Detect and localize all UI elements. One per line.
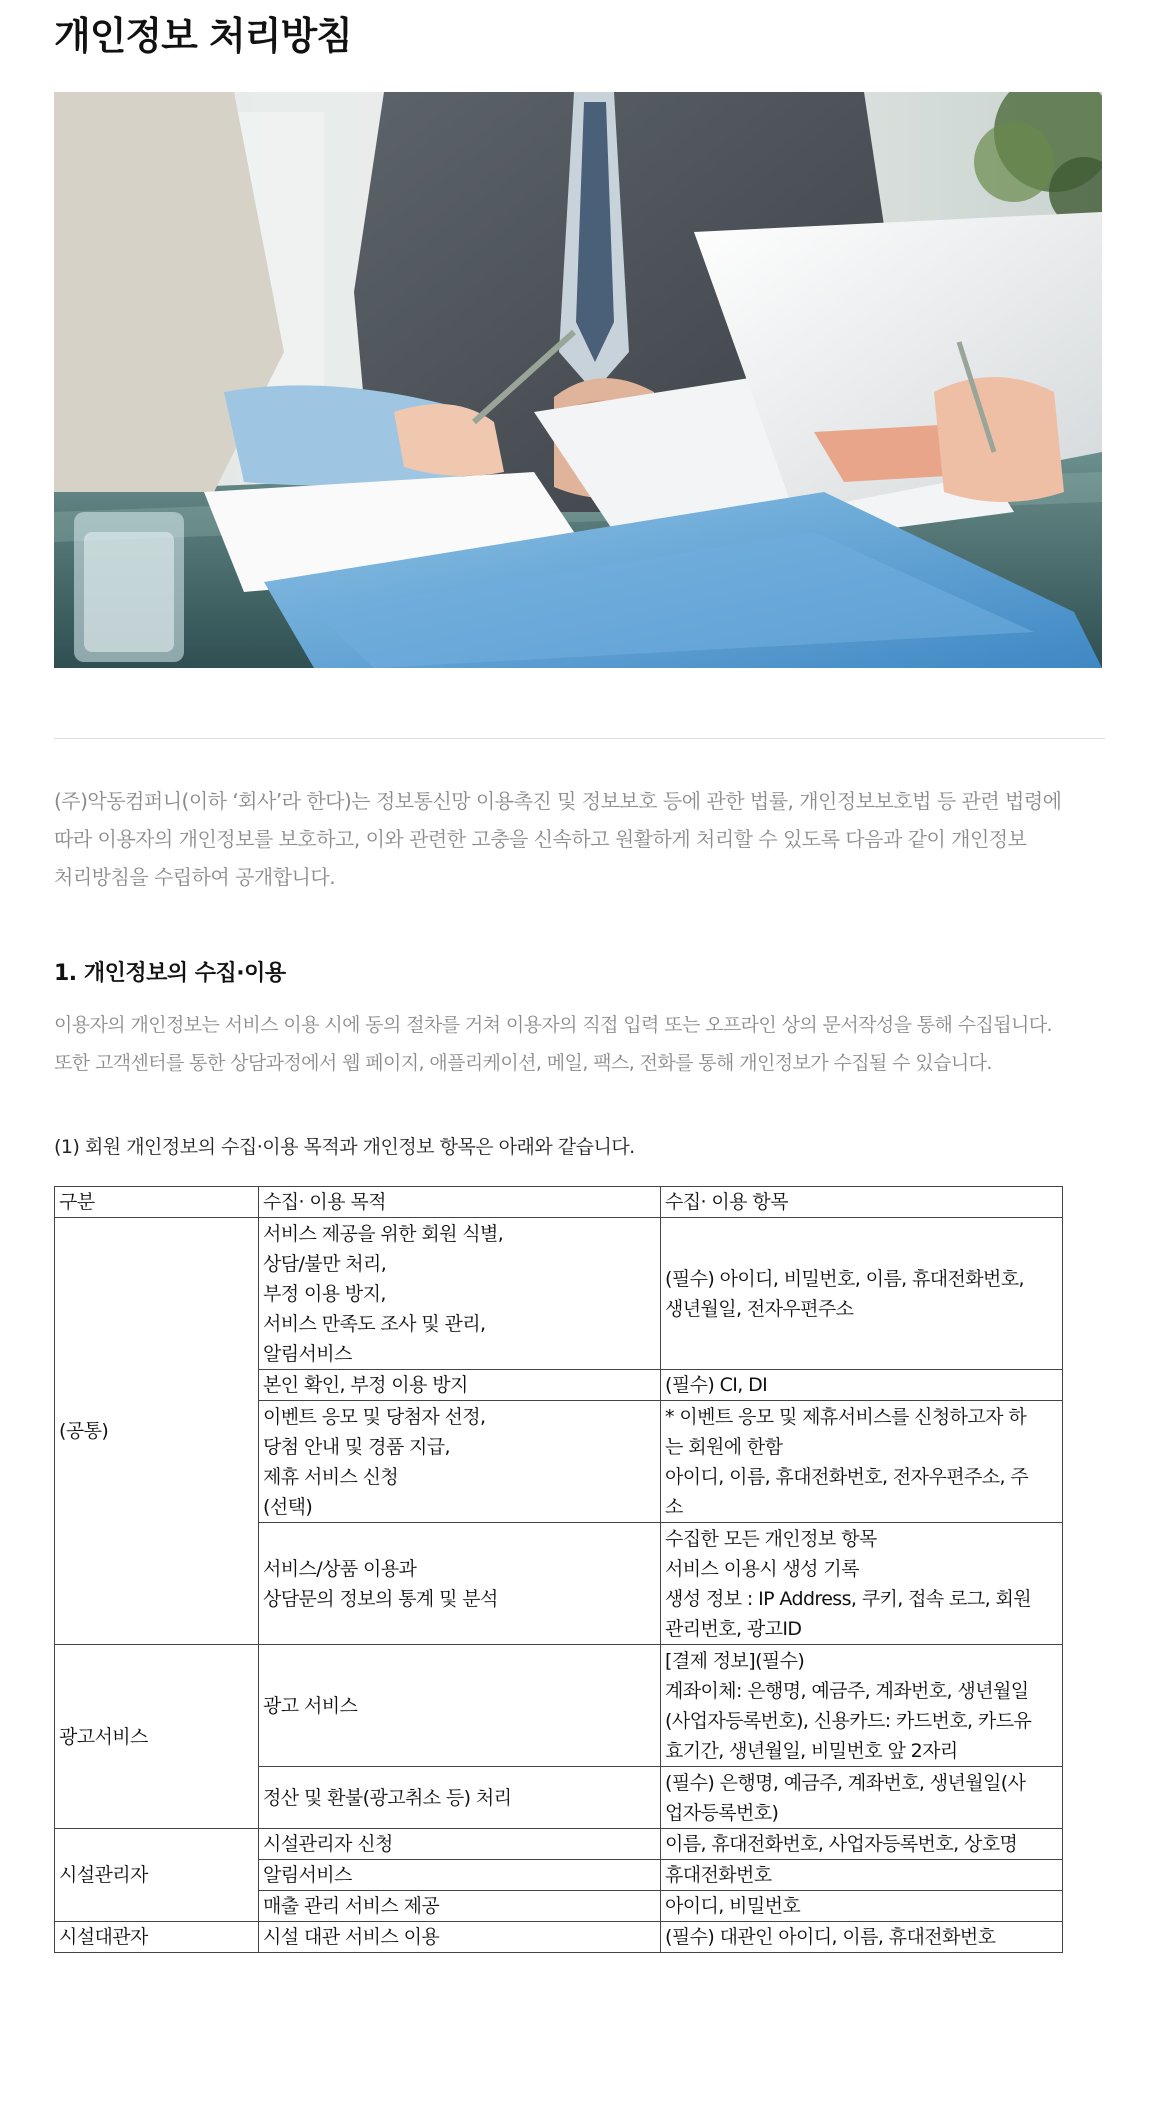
purpose-line: (선택): [263, 1495, 313, 1518]
item-line: 수집한 모든 개인정보 항목: [665, 1527, 877, 1550]
sub-heading-member-info: (1) 회원 개인정보의 수집·이용 목적과 개인정보 항목은 아래와 같습니다.: [54, 1136, 635, 1158]
purpose-line: 제휴 서비스 신청: [263, 1465, 399, 1488]
item-line: 소: [665, 1495, 683, 1518]
section-divider: [54, 738, 1105, 739]
cell-items: [661, 1370, 1063, 1401]
purpose-line: 본인 확인, 부정 이용 방지: [263, 1374, 468, 1396]
purpose-line: 서비스 제공을 위한 회원 식별,: [263, 1222, 504, 1245]
cell-category: (공통): [55, 1218, 259, 1645]
item-line: 휴대전화번호: [665, 1864, 772, 1886]
header-purpose: 수집· 이용 목적: [259, 1187, 661, 1218]
cell-purpose: [259, 1370, 661, 1401]
table-row: [55, 1645, 1063, 1767]
purpose-line: 시설 대관 서비스 이용: [263, 1926, 440, 1948]
cell-purpose: [259, 1829, 661, 1860]
item-line: (필수) 대관인 아이디, 이름, 휴대전화번호: [665, 1926, 996, 1948]
table-row: [55, 1829, 1063, 1860]
section-description-line: 또한 고객센터를 통한 상담과정에서 웹 페이지, 애플리케이션, 메일, 팩스, 전화를 통해 개인정보가 수집될 수 있습니다.: [54, 1052, 992, 1074]
item-line: * 이벤트 응모 및 제휴서비스를 신청하고자 하: [665, 1405, 1027, 1428]
intro-paragraph: [54, 782, 1064, 896]
purpose-line: 이벤트 응모 및 당첨자 선정,: [263, 1405, 486, 1428]
item-line: 서비스 이용시 생성 기록: [665, 1557, 859, 1580]
purpose-line: 시설관리자 신청: [263, 1833, 393, 1855]
item-line: 는 회원에 한함: [665, 1435, 783, 1458]
item-line: 관리번호, 광고ID: [665, 1617, 802, 1640]
item-line: (사업자등록번호), 신용카드: 카드번호, 카드유: [665, 1709, 1032, 1732]
cell-items: [661, 1218, 1063, 1370]
item-line: (필수) CI, DI: [665, 1374, 768, 1396]
section-title-collection: 1. 개인정보의 수집·이용: [54, 961, 286, 986]
page-title: 개인정보 처리방침: [54, 14, 352, 58]
intro-line: 따라 이용자의 개인정보를 보호하고, 이와 관련한 고충을 신속하고 원활하게 처리할 수 있도록 다음과 같이 개인정보: [54, 827, 1027, 851]
table-row: [55, 1922, 1063, 1953]
table-row: [55, 1218, 1063, 1370]
cell-items: [661, 1401, 1063, 1523]
collection-purpose-table: [54, 1186, 1063, 1953]
cell-items: [661, 1523, 1063, 1645]
hero-image-business-meeting: [54, 92, 1102, 668]
cell-items: [661, 1860, 1063, 1891]
cell-purpose: [259, 1218, 661, 1370]
cell-purpose: [259, 1401, 661, 1523]
table-body: [55, 1218, 1063, 1953]
section-description: [54, 1006, 1114, 1082]
cell-purpose: [259, 1523, 661, 1645]
purpose-line: 서비스/상품 이용과: [263, 1557, 417, 1580]
purpose-line: 서비스 만족도 조사 및 관리,: [263, 1312, 486, 1335]
purpose-line: 매출 관리 서비스 제공: [263, 1895, 440, 1917]
cell-items: [661, 1891, 1063, 1922]
section-description-line: 이용자의 개인정보는 서비스 이용 시에 동의 절차를 거쳐 이용자의 직접 입력 또는 오프라인 상의 문서작성을 통해 수집됩니다.: [54, 1014, 1052, 1036]
item-line: 효기간, 생년월일, 비밀번호 앞 2자리: [665, 1739, 958, 1762]
intro-line: (주)악동컴퍼니(이하 ‘회사’라 한다)는 정보통신망 이용촉진 및 정보보호 등에 관한 법률, 개인정보보호법 등 관련 법령에: [54, 789, 1062, 813]
cell-purpose: [259, 1891, 661, 1922]
cell-items: [661, 1645, 1063, 1767]
intro-line: 처리방침을 수립하여 공개합니다.: [54, 865, 336, 889]
item-line: (필수) 은행명, 예금주, 계좌번호, 생년월일(사: [665, 1771, 1026, 1794]
cell-purpose: [259, 1922, 661, 1953]
purpose-line: 상담문의 정보의 통계 및 분석: [263, 1587, 498, 1610]
cell-items: [661, 1922, 1063, 1953]
purpose-line: 상담/불만 처리,: [263, 1252, 387, 1275]
purpose-line: 광고 서비스: [263, 1694, 358, 1717]
header-items: 수집· 이용 항목: [661, 1187, 1063, 1218]
cell-category: 시설관리자: [55, 1829, 259, 1922]
purpose-line: 정산 및 환불(광고취소 등) 처리: [263, 1786, 512, 1809]
table-header-row: [55, 1187, 1063, 1218]
cell-items: [661, 1829, 1063, 1860]
item-line: 계좌이체: 은행명, 예금주, 계좌번호, 생년월일: [665, 1679, 1029, 1702]
item-line: 아이디, 비밀번호: [665, 1895, 801, 1917]
item-line: [결제 정보](필수): [665, 1649, 805, 1672]
item-line: (필수) 아이디, 비밀번호, 이름, 휴대전화번호,: [665, 1267, 1024, 1290]
item-line: 업자등록번호): [665, 1801, 779, 1824]
purpose-line: 부정 이용 방지,: [263, 1282, 386, 1305]
cell-category: 광고서비스: [55, 1645, 259, 1829]
purpose-line: 알림서비스: [263, 1864, 352, 1886]
cell-purpose: [259, 1860, 661, 1891]
cell-purpose: [259, 1645, 661, 1767]
purpose-line: 당첨 안내 및 경품 지급,: [263, 1435, 450, 1458]
item-line: 이름, 휴대전화번호, 사업자등록번호, 상호명: [665, 1833, 1018, 1855]
item-line: 생년월일, 전자우편주소: [665, 1297, 854, 1320]
cell-category: 시설대관자: [55, 1922, 259, 1953]
cell-purpose: [259, 1767, 661, 1829]
item-line: 아이디, 이름, 휴대전화번호, 전자우편주소, 주: [665, 1465, 1029, 1488]
cell-items: [661, 1767, 1063, 1829]
item-line: 생성 정보 : IP Address, 쿠키, 접속 로그, 회원: [665, 1587, 1032, 1610]
header-category: 구분: [55, 1187, 259, 1218]
purpose-line: 알림서비스: [263, 1342, 352, 1365]
